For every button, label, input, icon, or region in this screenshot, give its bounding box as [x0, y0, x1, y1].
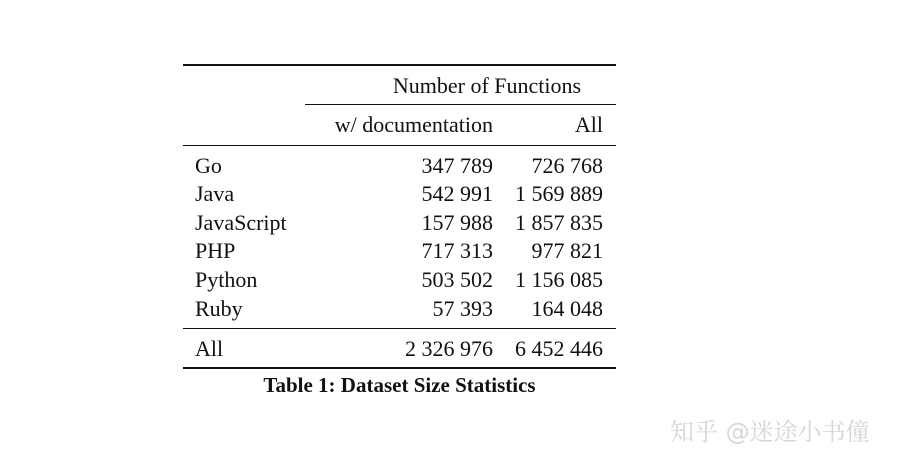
row-all-count: 1 156 085 — [515, 267, 603, 292]
total-rule — [183, 328, 616, 329]
row-language: Ruby — [195, 296, 243, 321]
row-documented-count: 157 988 — [421, 210, 493, 235]
row-language: JavaScript — [195, 210, 287, 235]
header-rule — [183, 145, 616, 146]
group-header-rule — [305, 104, 616, 105]
total-documented-count: 2 326 976 — [405, 336, 493, 361]
watermark: 知乎 @迷途小书僮 — [670, 418, 870, 446]
header-all: All — [574, 112, 603, 137]
row-all-count: 1 857 835 — [515, 210, 603, 235]
row-all-count: 164 048 — [531, 296, 603, 321]
row-language: Java — [195, 181, 235, 206]
row-all-count: 1 569 889 — [515, 181, 603, 206]
row-language: Python — [195, 267, 258, 292]
bottom-rule — [183, 367, 616, 369]
row-documented-count: 503 502 — [421, 267, 493, 292]
row-documented-count: 717 313 — [421, 238, 493, 263]
row-documented-count: 57 393 — [432, 296, 493, 321]
table-caption: Table 1: Dataset Size Statistics — [263, 373, 536, 397]
total-label: All — [195, 336, 224, 361]
header-with-documentation: w/ documentation — [334, 112, 493, 137]
row-language: Go — [195, 153, 222, 178]
row-documented-count: 347 789 — [421, 153, 493, 178]
row-language: PHP — [195, 238, 236, 263]
header-group-label: Number of Functions — [392, 73, 582, 98]
row-documented-count: 542 991 — [421, 181, 493, 206]
top-rule — [183, 64, 616, 66]
total-all-count: 6 452 446 — [515, 336, 603, 361]
row-all-count: 726 768 — [531, 153, 603, 178]
row-all-count: 977 821 — [531, 238, 603, 263]
